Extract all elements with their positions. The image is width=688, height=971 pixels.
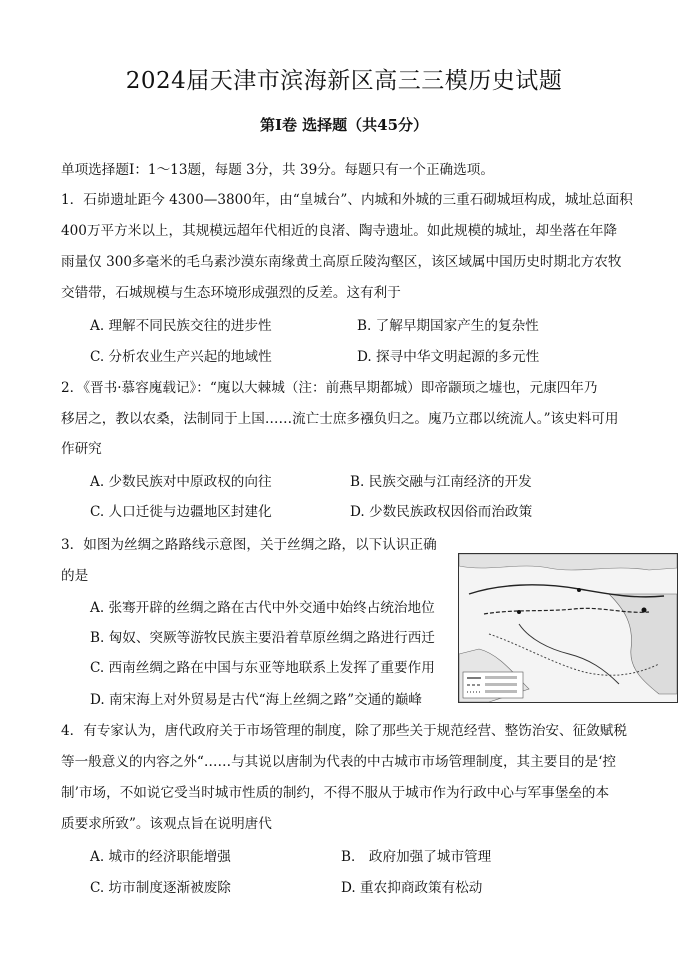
q1-option-c: C. 分析农业生产兴起的地域性 xyxy=(90,349,272,365)
q4-option-b: B． 政府加强了城市管理 xyxy=(341,849,492,865)
q4-option-c: C. 坊市制度逐渐被废除 xyxy=(90,880,231,896)
q3-option-d: D. 南宋海上对外贸易是古代“海上丝绸之路”交通的巅峰 xyxy=(90,692,423,708)
map-drawing xyxy=(459,554,677,702)
q3-line: 的是 xyxy=(61,568,89,584)
q2-line: 移居之，教以农桑，法制同于上国……流亡士庶多襁负归之。廆乃立郡以统流人。”该史料可用 xyxy=(61,411,619,427)
silk-road-map xyxy=(458,553,678,703)
instructions: 单项选择题Ⅰ：1～13题，每题 3分，共 39分。每题只有一个正确选项。 xyxy=(61,162,494,178)
q3-option-a: A. 张骞开辟的丝绸之路在古代中外交通中始终占统治地位 xyxy=(90,600,435,616)
q2-option-a: A. 少数民族对中原政权的向往 xyxy=(90,474,272,490)
q3-option-b: B. 匈奴、突厥等游牧民族主要沿着草原丝绸之路进行西迁 xyxy=(90,630,435,646)
q1-line: 雨量仅 300多毫米的毛乌素沙漠东南缘黄土高原丘陵沟壑区，该区域属中国历史时期北方农牧 xyxy=(61,254,622,270)
q4-line: 等一般意义的内容之外“……与其说以唐制为代表的中古城市市场管理制度，其主要目的是‘控 xyxy=(61,754,617,770)
q1-option-a: A. 理解不同民族交往的进步性 xyxy=(90,318,272,334)
q1-line: 400万平方米以上，其规模远超年代相近的良渚、陶寺遗址。如此规模的城址，却坐落在年降 xyxy=(61,223,618,239)
q2-line: 作研究 xyxy=(61,441,102,457)
section-heading: 第Ⅰ卷 选择题（共45分） xyxy=(259,116,429,134)
q1-line: 交错带，石城规模与生态环境形成强烈的反差。这有利于 xyxy=(61,285,401,301)
q2-option-b: B. 民族交融与江南经济的开发 xyxy=(350,474,532,490)
q1-option-d: D. 探寻中华文明起源的多元性 xyxy=(357,349,540,365)
q1-option-b: B. 了解早期国家产生的复杂性 xyxy=(357,318,539,334)
q3-option-c: C. 西南丝绸之路在中国与东亚等地联系上发挥了重要作用 xyxy=(90,660,435,676)
q2-option-c: C. 人口迁徙与边疆地区封建化 xyxy=(90,504,272,520)
q1-line: 1．石峁遗址距今 4300—3800年，由“皇城台”、内城和外城的三重石砌城垣构成，城址总面积 xyxy=(61,192,633,208)
q4-line: 质要求所致”。该观点旨在说明唐代 xyxy=(61,816,272,832)
q4-line: 制’市场，不如说它受当时城市性质的制约，不得不服从于城市作为行政中心与军事堡垒的本 xyxy=(61,785,610,801)
exam-title: 2024届天津市滨海新区高三三模历史试题 xyxy=(125,68,563,94)
q4-option-d: D. 重农抑商政策有松动 xyxy=(341,880,483,896)
q4-line: 4．有专家认为，唐代政府关于市场管理的制度，除了那些关于规范经营、整饬治安、征敛赋税 xyxy=(61,723,627,739)
q3-line: 3．如图为丝绸之路路线示意图，关于丝绸之路，以下认识正确 xyxy=(61,537,437,553)
q4-option-a: A. 城市的经济职能增强 xyxy=(90,849,231,865)
q2-option-d: D. 少数民族政权因俗而治政策 xyxy=(350,504,533,520)
q2-line: 2．《晋书·慕容廆载记》：“廆以大棘城（注：前燕早期都城）即帝颛顼之墟也，元康四年乃 xyxy=(61,380,598,396)
